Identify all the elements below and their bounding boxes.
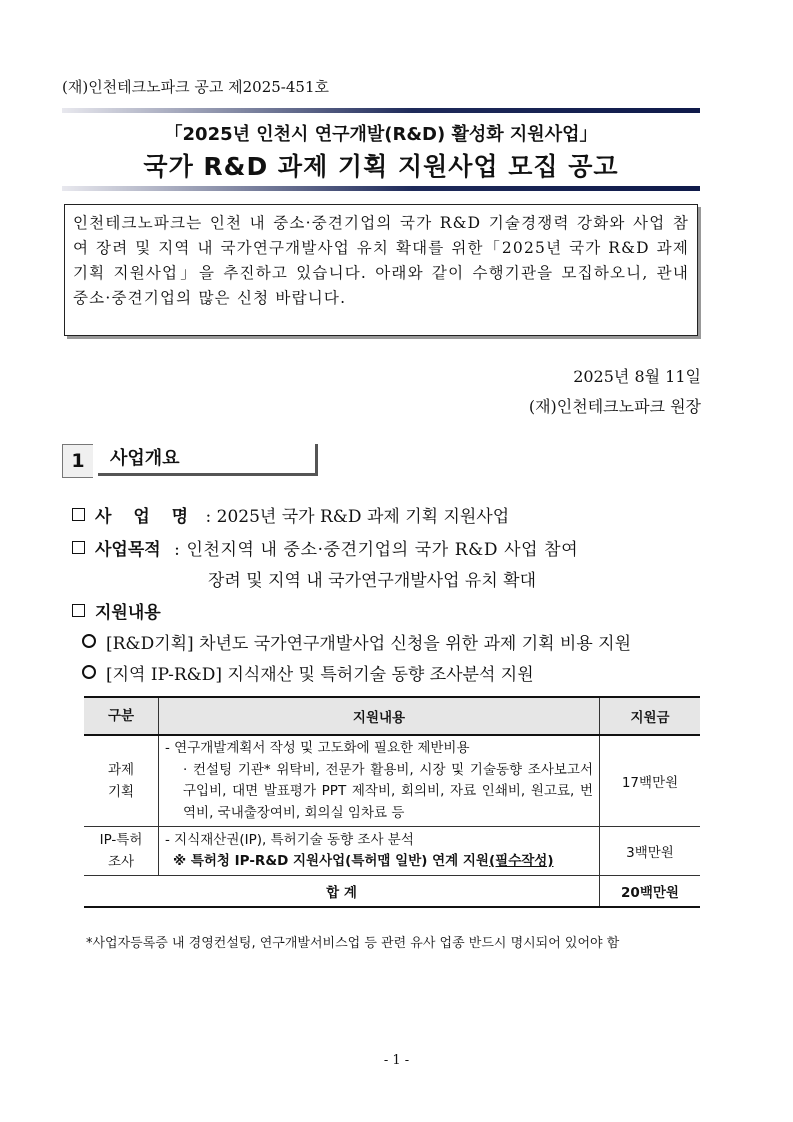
section-number: 1	[62, 444, 93, 478]
category-line: 기획	[107, 784, 135, 800]
content-detail: · 컨설팅 기관* 위탁비, 전문가 활용비, 시장 및 기술동향 조사보고서 구입비, 대면 발표평가 PPT 제작비, 회의비, 자료 인쇄비, 원고료, 번역비, 국내출장여비, 회의실 임차료 등	[183, 761, 593, 821]
section-label: 사업개요	[98, 444, 318, 476]
table-row	[84, 827, 700, 876]
total-row	[84, 876, 700, 908]
header-amount: 지원금	[600, 697, 701, 735]
purpose-label: 사업목적	[95, 540, 161, 560]
table-header-row	[84, 697, 700, 735]
content-line: - 연구개발계획서 작성 및 고도화에 필요한 제반비용	[165, 740, 470, 756]
page-number: - 1 -	[383, 1053, 410, 1068]
category-line: 과제	[107, 762, 135, 778]
checkbox-square-icon	[72, 541, 85, 554]
footnote: *사업자등록증 내 경영컨설팅, 연구개발서비스업 등 관련 유사 업종 반드시 명시되어 있어야 함	[86, 936, 620, 951]
total-label: 합 계	[84, 876, 600, 908]
support-label: 지원내용	[95, 603, 161, 623]
support-row	[72, 598, 161, 623]
row-amount: 3백만원	[600, 827, 701, 876]
circle-bullet-icon	[82, 634, 96, 648]
header-content: 지원내용	[159, 697, 600, 735]
row-category	[84, 827, 159, 876]
bullet-text: [지역 IP-R&D] 지식재산 및 특허기술 동향 조사분석 지원	[106, 665, 534, 685]
content-note	[165, 851, 593, 873]
issuer-name: (재)인천테크노파크 원장	[528, 397, 701, 416]
category-line: IP-특허	[99, 832, 143, 848]
checkbox-square-icon	[72, 508, 85, 521]
purpose-line1: : 인천지역 내 중소·중견기업의 국가 R&D 사업 참여	[174, 540, 579, 560]
row-category	[84, 735, 159, 827]
intro-box	[64, 204, 698, 336]
project-name-label: 사 업 명	[95, 507, 197, 527]
title-bottom-bar	[62, 186, 700, 191]
total-amount: 20백만원	[600, 876, 701, 908]
bullet-item	[82, 660, 534, 685]
circle-bullet-icon	[82, 665, 96, 679]
note-text: ※ 특허청 IP-R&D 지원사업(특허맵 일반) 연계 지원	[173, 853, 489, 869]
content-line: - 지식재산권(IP), 특허기술 동향 조사 분석	[165, 831, 414, 848]
support-table	[84, 696, 700, 908]
table-row	[84, 735, 700, 827]
checkbox-square-icon	[72, 604, 85, 617]
bullet-text: [R&D기획] 차년도 국가연구개발사업 신청을 위한 과제 기획 비용 지원	[106, 634, 632, 654]
purpose-row	[72, 535, 578, 560]
row-content	[159, 827, 600, 876]
section-heading	[62, 444, 320, 478]
document-title: 국가 R&D 과제 기획 지원사업 모집 공고	[143, 152, 619, 181]
category-line: 조사	[107, 854, 135, 870]
row-content	[159, 735, 600, 827]
header-category: 구분	[84, 697, 159, 735]
bullet-item	[82, 629, 631, 654]
notice-number: (재)인천테크노파크 공고 제2025-451호	[62, 78, 329, 96]
intro-text: 인천테크노파크는 인천 내 중소·중견기업의 국가 R&D 기술경쟁력 강화와 사업 참여 장려 및 지역 내 국가연구개발사업 유치 확대를 위한「2025년 국가 R&D 과제 기획 지원사업」을 추진하고 있습니다. 아래와 같이 수행기관을 모집하오니, 관내 중소·중견기업의 많은 신청 바랍니다.	[73, 214, 689, 307]
purpose-line2: 장려 및 지역 내 국가연구개발사업 유치 확대	[208, 571, 537, 591]
notice-date: 2025년 8월 11일	[573, 367, 701, 386]
project-name-value: : 2025년 국가 R&D 과제 기획 지원사업	[205, 507, 510, 527]
title-top-bar	[62, 108, 700, 113]
note-required: (필수작성)	[488, 853, 554, 869]
document-subtitle: 「2025년 인천시 연구개발(R&D) 활성화 지원사업」	[164, 124, 598, 145]
row-amount: 17백만원	[600, 735, 701, 827]
project-name-row	[72, 502, 509, 527]
